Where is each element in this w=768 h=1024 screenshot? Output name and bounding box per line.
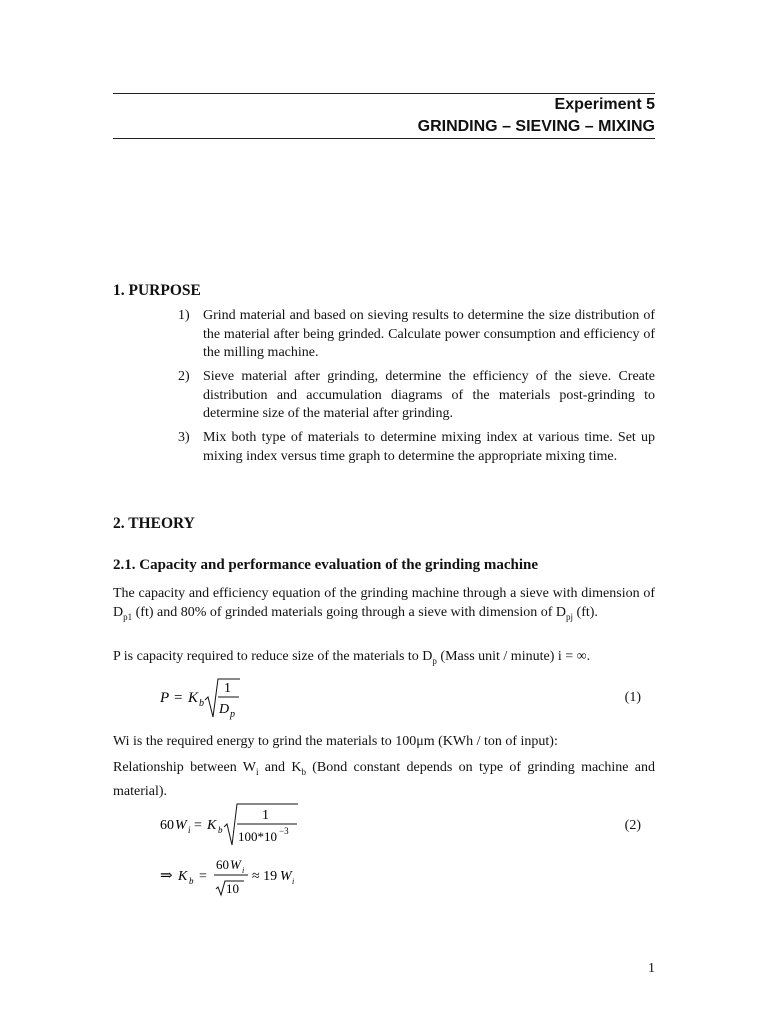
subscript: p: [432, 655, 437, 666]
text-run: The capacity and efficiency equation of the grinding machine through a sieve with dimension of D: [113, 586, 655, 620]
svg-text:K: K: [178, 869, 188, 884]
svg-text:D: D: [219, 702, 230, 717]
svg-text:b: b: [218, 825, 223, 835]
section-purpose-heading: 1. PURPOSE: [113, 282, 201, 299]
svg-text:−3: −3: [279, 826, 289, 836]
purpose-item-number: 3): [178, 430, 190, 445]
subscript: pj: [566, 611, 574, 622]
svg-text:≈ 19: ≈ 19: [252, 869, 278, 884]
header-top-rule: [113, 93, 655, 94]
svg-text:W: W: [280, 869, 292, 884]
purpose-item-1: [178, 307, 655, 363]
svg-text:W: W: [230, 857, 241, 872]
equation-2: [158, 799, 318, 851]
text-run: Relationship between W: [113, 760, 256, 775]
equation-2-derivation: [158, 853, 298, 899]
purpose-item-2: [178, 368, 655, 424]
equation-2-number: (2): [624, 818, 641, 833]
svg-text:100*10: 100*10: [238, 829, 277, 844]
svg-text:b: b: [189, 876, 194, 886]
page-number: 1: [648, 961, 655, 976]
svg-text:=: =: [199, 869, 207, 884]
svg-text:=: =: [194, 818, 202, 833]
svg-text:10: 10: [226, 881, 239, 896]
svg-text:p: p: [230, 709, 235, 720]
subscript: i: [255, 766, 259, 777]
theory-paragraph-1: [113, 584, 655, 627]
theory-paragraph-4: [113, 758, 655, 801]
subscript: b: [301, 766, 306, 777]
subsection-heading: 2.1. Capacity and performance evaluation of the grinding machine: [113, 557, 538, 573]
purpose-item-text: Sieve material after grinding, determine the efficiency of the sieve. Create distribution and accumulation diagrams of the materials post-grinding to determine size of the material after grinding.: [203, 369, 655, 421]
purpose-item-3: [178, 429, 655, 466]
text-run: and K: [258, 760, 302, 775]
svg-text:1: 1: [262, 808, 269, 823]
purpose-item-text: Mix both type of materials to determine mixing index at various time. Set up mixing index versus time graph to determine the appropriate mixing time.: [203, 430, 655, 464]
svg-text:i: i: [242, 866, 245, 875]
text-run: (ft) and 80% of grinded materials going through a sieve with dimension of D: [132, 605, 567, 620]
svg-text:i: i: [292, 877, 295, 886]
text-run: (Mass unit / minute) i = ∞.: [436, 649, 591, 664]
svg-text:K: K: [188, 690, 199, 706]
svg-text:i: i: [188, 825, 191, 835]
text-run: (ft).: [573, 605, 598, 620]
svg-text:K: K: [207, 818, 217, 833]
text-run: (Bond constant depends on type of grinding machine and material).: [113, 760, 656, 799]
equation-1: [158, 673, 268, 723]
svg-text:b: b: [199, 698, 204, 709]
svg-text:W: W: [175, 818, 187, 833]
text-run: P is capacity required to reduce size of the materials to D: [113, 649, 433, 664]
svg-text:60: 60: [216, 857, 229, 872]
theory-paragraph-2: [113, 647, 655, 671]
svg-text:⇒: ⇒: [160, 868, 173, 884]
purpose-item-number: 1): [178, 308, 190, 323]
purpose-item-number: 2): [178, 369, 190, 384]
theory-paragraph-3: Wi is the required energy to grind the materials to 100μm (KWh / ton of input):: [113, 734, 558, 749]
subscript: p1: [123, 611, 133, 622]
svg-text:1: 1: [224, 681, 231, 696]
svg-text:60: 60: [160, 818, 174, 833]
equation-1-number: (1): [624, 690, 641, 705]
header-bottom-rule: [113, 138, 655, 139]
svg-text:P: P: [160, 690, 170, 706]
document-title: GRINDING – SIEVING – MIXING: [417, 118, 655, 135]
section-theory-heading: 2. THEORY: [113, 515, 195, 532]
experiment-label: Experiment 5: [554, 96, 655, 113]
purpose-item-text: Grind material and based on sieving results to determine the size distribution of the material after being grinded. Calculate power consumption and efficiency of the milling machine.: [203, 308, 655, 360]
svg-text:=: =: [174, 690, 183, 706]
